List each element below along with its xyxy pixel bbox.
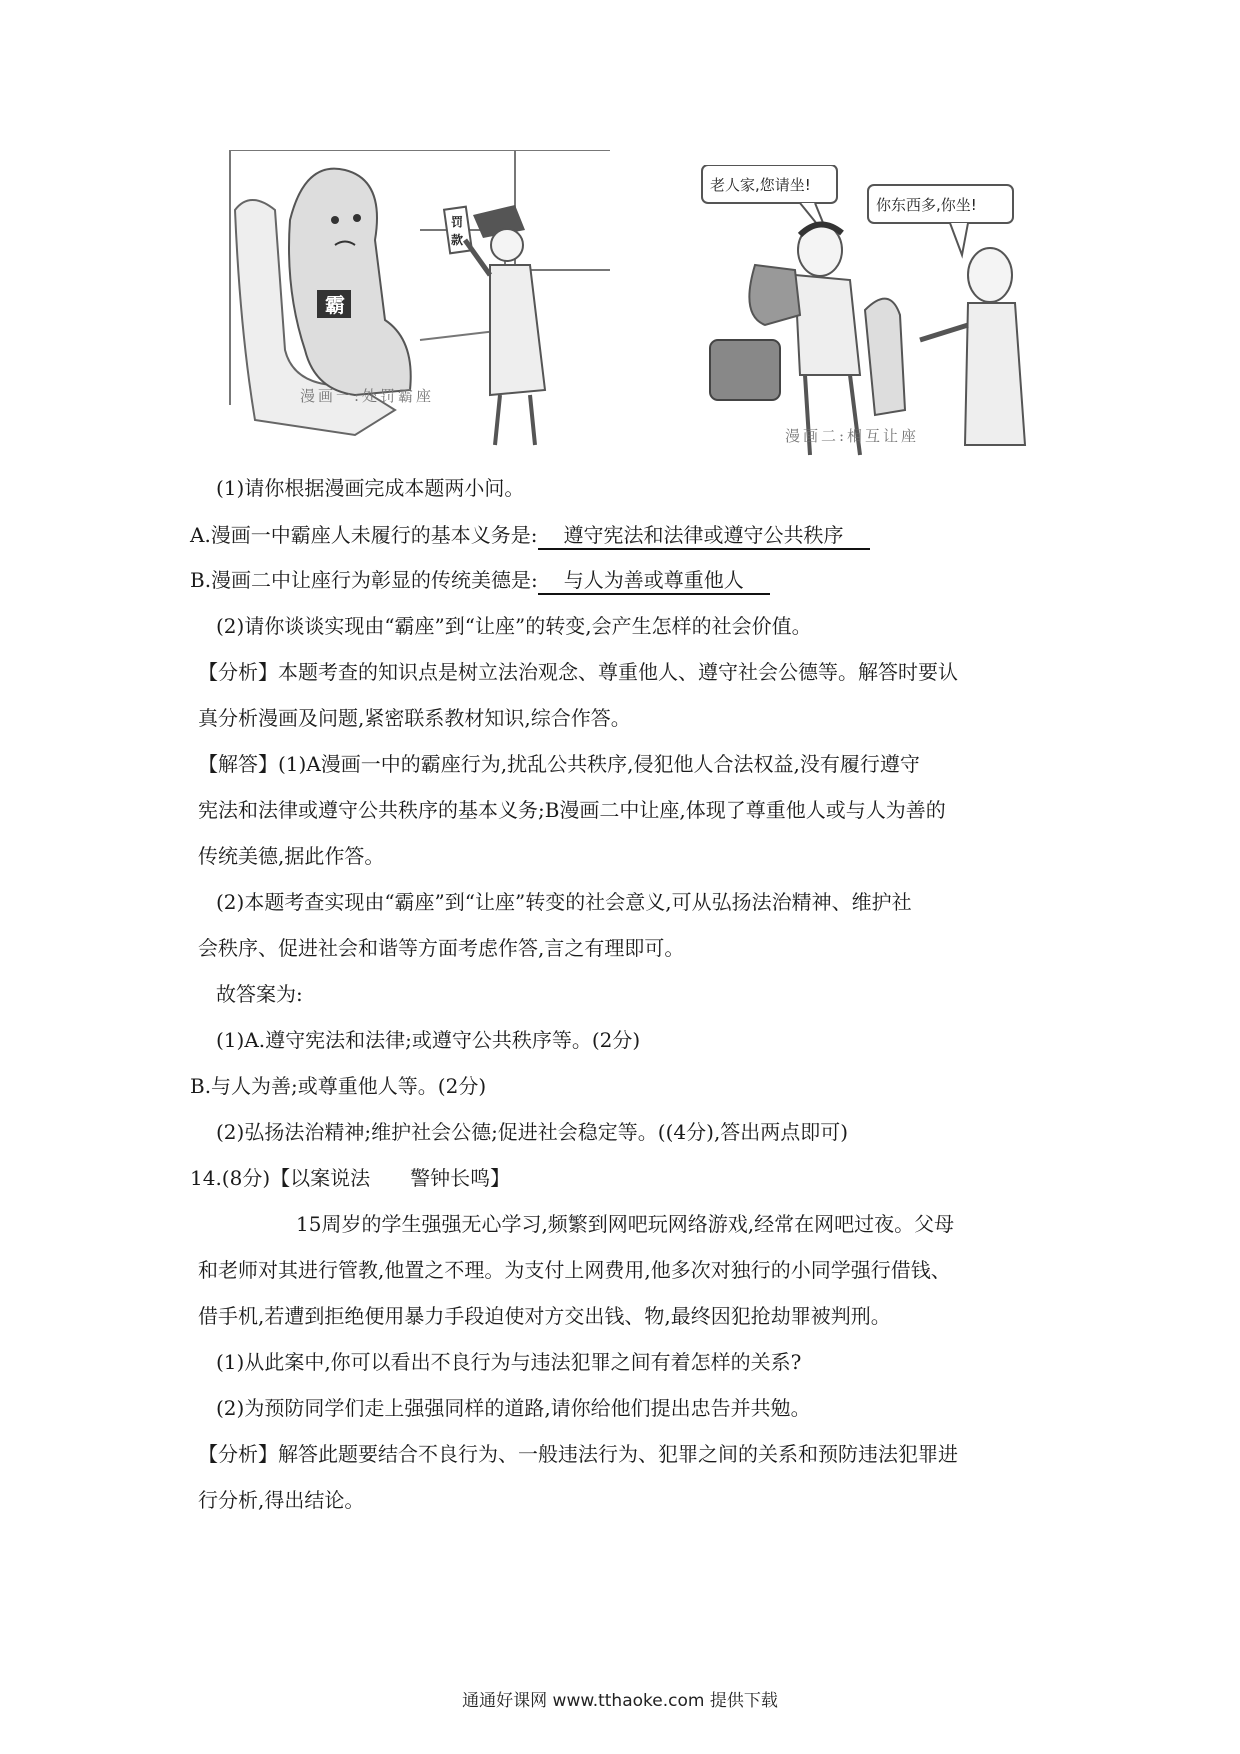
answer-b-blank: 与人为善或尊重他人 <box>538 567 770 595</box>
answer-b-line <box>190 566 770 595</box>
part2-prompt: (2)请你谈谈实现由“霸座”到“让座”的转变,会产生怎样的社会价值。 <box>216 614 812 638</box>
comic-two-image <box>700 165 1045 465</box>
answer-intro: 故答案为: <box>216 982 303 1006</box>
comic-two-drawing <box>700 165 1045 465</box>
ba-label: 霸 <box>325 293 345 317</box>
final-answer-2: (2)弘扬法治精神;维护社会公德;促进社会稳定等。((4分),答出两点即可) <box>216 1120 849 1144</box>
solution-line-1: 【解答】(1)A漫画一中的霸座行为,扰乱公共秩序,侵犯他人合法权益,没有履行遵守 <box>198 752 920 776</box>
solution-line-2: 宪法和法律或遵守公共秩序的基本义务;B漫画二中让座,体现了尊重他人或与人为善的 <box>198 798 946 822</box>
analysis-line-2: 真分析漫画及问题,紧密联系教材知识,综合作答。 <box>198 706 631 730</box>
comic-one-image <box>225 150 613 452</box>
final-answer-1: (1)A.遵守宪法和法律;或遵守公共秩序等。(2分) <box>216 1028 641 1052</box>
solution2-line-2: 会秩序、促进社会和谐等方面考虑作答,言之有理即可。 <box>198 936 685 960</box>
case-line-1: 15周岁的学生强强无心学习,频繁到网吧玩网络游戏,经常在网吧过夜。父母 <box>296 1212 955 1236</box>
final-answer-1b: B.与人为善;或尊重他人等。(2分) <box>190 1074 487 1098</box>
sign-char-2: 款 <box>451 233 464 247</box>
bubble-left-text: 老人家,您请坐! <box>710 176 811 194</box>
solution-line-3: 传统美德,据此作答。 <box>198 844 385 868</box>
q14-question-2: (2)为预防同学们走上强强同样的道路,请你给他们提出忠告并共勉。 <box>216 1396 811 1420</box>
case-line-3: 借手机,若遭到拒绝便用暴力手段迫使对方交出钱、物,最终因犯抢劫罪被判刑。 <box>198 1304 891 1328</box>
q14-analysis-line-2: 行分析,得出结论。 <box>198 1488 365 1512</box>
analysis-line-1: 【分析】本题考查的知识点是树立法治观念、尊重他人、遵守社会公德等。解答时要认 <box>198 660 958 684</box>
case-line-2: 和老师对其进行管教,他置之不理。为支付上网费用,他多次对独行的小同学强行借钱、 <box>198 1258 951 1282</box>
bubble-right-text: 你东西多,你坐! <box>876 196 977 214</box>
q14-analysis-line-1: 【分析】解答此题要结合不良行为、一般违法行为、犯罪之间的关系和预防违法犯罪进 <box>198 1442 958 1466</box>
answer-b-prefix: B.漫画二中让座行为彰显的传统美德是: <box>190 568 538 592</box>
solution2-line-1: (2)本题考查实现由“霸座”到“让座”转变的社会意义,可从弘扬法治精神、维护社 <box>216 890 912 914</box>
q14-question-1: (1)从此案中,你可以看出不良行为与违法犯罪之间有着怎样的关系? <box>216 1350 802 1374</box>
comic-two-caption: 漫画二:相互让座 <box>785 427 920 445</box>
answer-a-blank: 遵守宪法和法律或遵守公共秩序 <box>538 522 870 550</box>
comic-one-caption: 漫画一:处罚霸座 <box>300 387 435 405</box>
comic-one-drawing <box>225 150 613 452</box>
q14-heading: 14.(8分)【以案说法 警钟长鸣】 <box>190 1166 511 1190</box>
sign-char-1: 罚 <box>451 215 464 229</box>
answer-a-prefix: A.漫画一中霸座人未履行的基本义务是: <box>190 523 538 547</box>
part1-prompt: (1)请你根据漫画完成本题两小问。 <box>216 476 525 500</box>
page-footer: 通通好课网 www.tthaoke.com 提供下载 <box>462 1691 778 1711</box>
answer-a-line <box>190 521 870 550</box>
